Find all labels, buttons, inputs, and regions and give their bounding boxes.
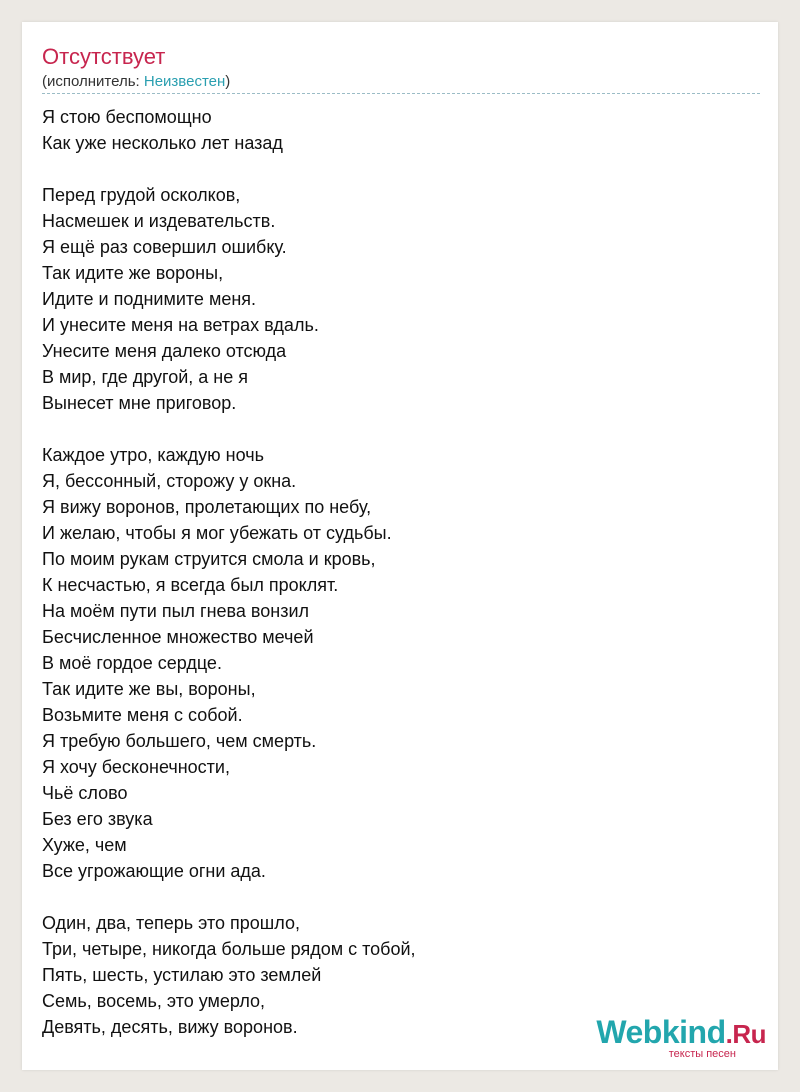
logo-main-text: Webkind — [596, 1014, 726, 1050]
artist-prefix: (исполнитель: — [42, 73, 144, 90]
lyric-line: Я хочу бесконечности, — [42, 757, 230, 777]
logo-suffix-text: .Ru — [725, 1019, 766, 1049]
lyrics-stanza — [42, 104, 742, 156]
lyrics-card — [22, 22, 778, 1070]
lyric-line: По моим рукам струится смола и кровь, — [42, 549, 376, 569]
lyrics-stanza — [42, 442, 742, 884]
dashed-divider — [42, 93, 760, 94]
logo-tagline: тексты песен — [668, 1048, 736, 1060]
lyric-line: Чьё слово — [42, 783, 128, 803]
lyric-line: Я стою беспомощно — [42, 107, 212, 127]
lyric-line: Хуже, чем — [42, 835, 127, 855]
lyric-line: Перед грудой осколков, — [42, 185, 241, 205]
artist-link[interactable]: Неизвестен — [143, 73, 226, 90]
artist-suffix: ) — [225, 73, 231, 90]
artist-line — [42, 73, 230, 91]
lyric-line: Так идите же вороны, — [42, 263, 224, 283]
webkind-logo[interactable] — [572, 1015, 772, 1059]
lyrics-text — [42, 104, 742, 1040]
lyric-line: Я требую большего, чем смерть. — [42, 731, 317, 751]
lyrics-stanza — [42, 182, 742, 416]
logo-wordmark — [596, 1015, 766, 1051]
lyric-line: Семь, восемь, это умерло, — [42, 991, 266, 1011]
lyric-line: Унесите меня далеко отсюда — [42, 341, 287, 361]
lyric-line: В моё гордое сердце. — [42, 653, 222, 673]
lyric-line: Девять, десять, вижу воронов. — [42, 1017, 298, 1037]
lyric-line: И желаю, чтобы я мог убежать от судьбы. — [42, 523, 392, 543]
lyric-line: Как уже несколько лет назад — [42, 133, 283, 153]
lyric-line: Возьмите меня с собой. — [42, 705, 243, 725]
lyric-line: К несчастью, я всегда был проклят. — [42, 575, 339, 595]
lyric-line: Я ещё раз совершил ошибку. — [42, 237, 287, 257]
lyric-line: Каждое утро, каждую ночь — [42, 445, 264, 465]
lyric-line: Все угрожающие огни ада. — [42, 861, 266, 881]
lyric-line: В мир, где другой, а не я — [42, 367, 248, 387]
lyric-line: Три, четыре, никогда больше рядом с тобой, — [42, 939, 416, 959]
lyric-line: Один, два, теперь это прошло, — [42, 913, 300, 933]
lyric-line: Так идите же вы, вороны, — [42, 679, 256, 699]
lyric-line: На моём пути пыл гнева вонзил — [42, 601, 310, 621]
lyric-line: Без его звука — [42, 809, 153, 829]
lyric-line: Бесчисленное множество мечей — [42, 627, 314, 647]
song-title: Отсутствует — [42, 44, 166, 69]
lyric-line: Вынесет мне приговор. — [42, 393, 237, 413]
lyric-line: Идите и поднимите меня. — [42, 289, 257, 309]
lyric-line: Я вижу воронов, пролетающих по небу, — [42, 497, 372, 517]
lyric-line: Я, бессонный, сторожу у окна. — [42, 471, 297, 491]
lyric-line: Пять, шесть, устилаю это землей — [42, 965, 322, 985]
lyric-line: И унесите меня на ветрах вдаль. — [42, 315, 319, 335]
lyric-line: Насмешек и издевательств. — [42, 211, 276, 231]
